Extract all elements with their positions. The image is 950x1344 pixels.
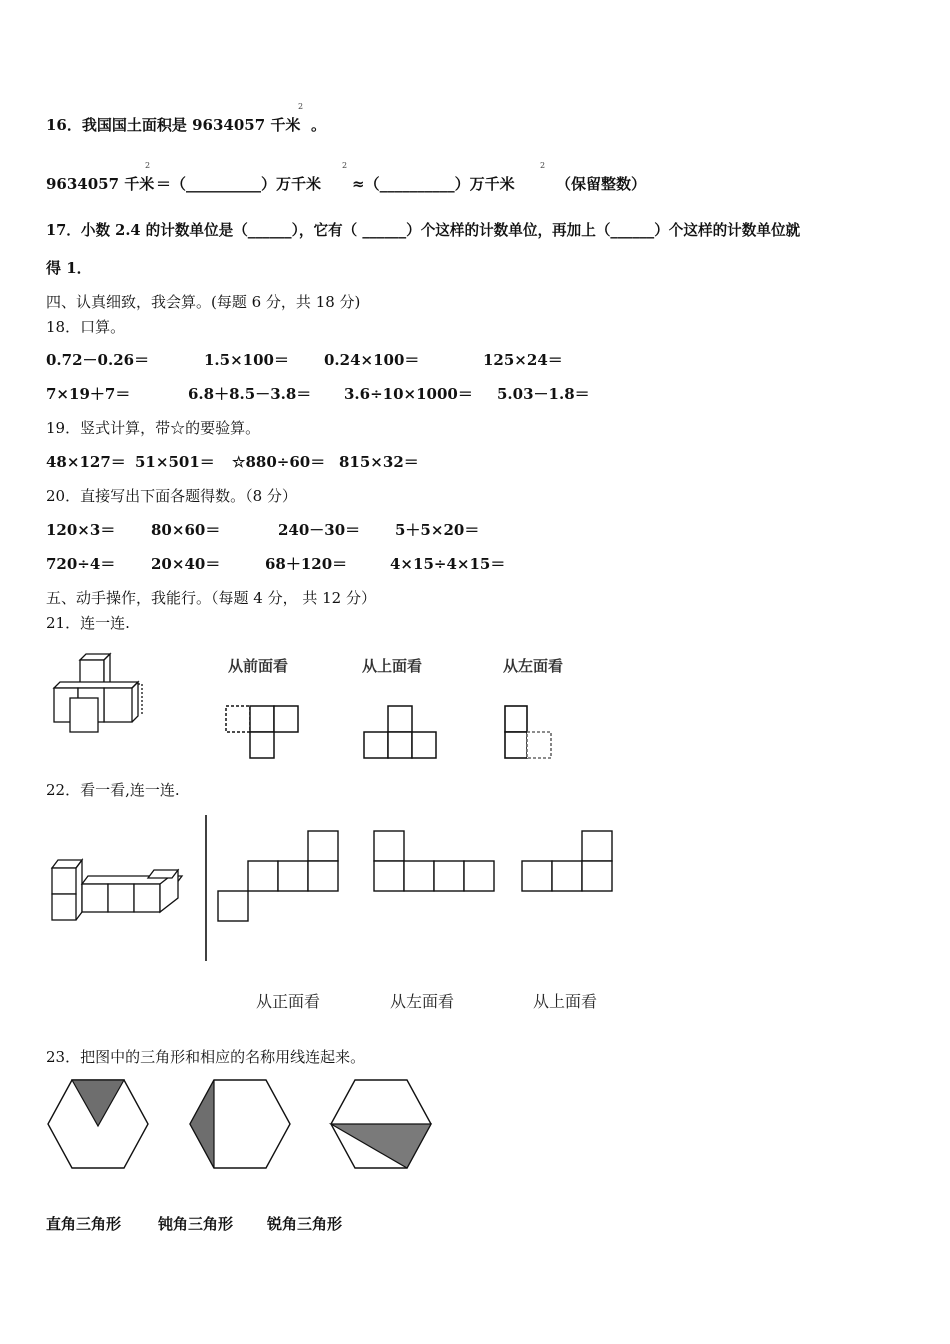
q21-view-left-label: 从左面看: [503, 657, 564, 675]
q23-hexagon-3: [329, 1078, 435, 1172]
q21-front-view-shape: [224, 704, 304, 760]
q20-r2c1: 720÷4＝: [46, 555, 116, 573]
q16-line2-b: ＝（__________）万千米: [156, 175, 322, 193]
q21-cube-figure: [46, 650, 156, 740]
q18-r2c4: 5.03－1.8＝: [497, 385, 590, 403]
q22-view-left-label: 从左面看: [390, 992, 455, 1011]
q16-line2-a: 9634057 千米: [46, 175, 155, 193]
q16-line2-d: （保留整数）: [556, 175, 647, 193]
q18-title: 18．口算。: [46, 318, 126, 336]
q16-superscript: 2: [298, 102, 304, 111]
q18-r1c2: 1.5×100＝: [204, 351, 289, 369]
q18-r2c2: 6.8＋8.5－3.8＝: [188, 385, 312, 403]
q18-r1c4: 125×24＝: [483, 351, 563, 369]
q16-superscript-3: 2: [342, 161, 348, 170]
q20-r1c2: 80×60＝: [151, 521, 221, 539]
q16-line1-end: 。: [311, 116, 327, 134]
q20-r1c3: 240－30＝: [278, 521, 361, 539]
q20-r2c2: 20×40＝: [151, 555, 221, 573]
q19-c3: ☆880÷60＝: [232, 453, 326, 471]
q22-cube-figure: [48, 856, 188, 926]
q22-shape-2: [372, 829, 496, 893]
q20-title: 20．直接写出下面各题得数。（8 分）: [46, 487, 297, 505]
q16-line1-text: 16．我国国土面积是 9634057 千米: [46, 116, 301, 134]
q19-c2: 51×501＝: [135, 453, 215, 471]
q17-line1: 17．小数 2.4 的计数单位是（______），它有（ ______）个这样的计数单位，再加上（______）个这样的计数单位就: [46, 222, 801, 239]
q21-title: 21．连一连.: [46, 614, 130, 632]
q22-view-top-label: 从上面看: [533, 992, 598, 1011]
q16-superscript-4: 2: [540, 161, 546, 170]
q22-divider-line: [204, 815, 208, 961]
q18-r1c3: 0.24×100＝: [324, 351, 420, 369]
q18-r2c1: 7×19＋7＝: [46, 385, 131, 403]
q20-r1c4: 5＋5×20＝: [395, 521, 480, 539]
q23-name-right-triangle: 直角三角形: [46, 1215, 122, 1233]
q23-title: 23．把图中的三角形和相应的名称用线连起来。: [46, 1048, 366, 1066]
q16-line1: [46, 116, 300, 134]
section4-title: 四、认真细致，我会算。(每题 6 分，共 18 分): [46, 293, 361, 311]
q18-r1c1: 0.72－0.26＝: [46, 351, 150, 369]
q23-name-acute-triangle: 锐角三角形: [267, 1215, 343, 1233]
q16-superscript-2: 2: [145, 161, 151, 170]
q16-line2-c: ≈（__________）万千米: [352, 175, 515, 193]
q20-r1c1: 120×3＝: [46, 521, 116, 539]
q21-top-view-shape: [362, 704, 442, 760]
q19-c4: 815×32＝: [339, 453, 419, 471]
q23-name-obtuse-triangle: 钝角三角形: [158, 1215, 234, 1233]
q23-hexagon-2: [188, 1078, 294, 1172]
q22-shape-3: [520, 829, 616, 893]
q22-view-front-label: 从正面看: [256, 992, 321, 1011]
q20-r2c4: 4×15÷4×15＝: [390, 555, 506, 573]
q22-shape-1: [218, 829, 342, 923]
q21-view-top-label: 从上面看: [362, 657, 423, 675]
q19-c1: 48×127＝: [46, 453, 126, 471]
q20-r2c3: 68＋120＝: [265, 555, 348, 573]
q17-line2: 得 1．: [46, 259, 92, 277]
q19-title: 19．竖式计算，带☆的要验算。: [46, 419, 261, 437]
q22-title: 22．看一看,连一连.: [46, 781, 180, 799]
q21-left-view-shape: [503, 704, 563, 760]
section5-title: 五、动手操作，我能行。（每题 4 分， 共 12 分）: [46, 589, 376, 607]
q21-view-front-label: 从前面看: [228, 657, 289, 675]
q23-hexagon-1: [46, 1078, 152, 1172]
q18-r2c3: 3.6÷10×1000＝: [344, 385, 473, 403]
